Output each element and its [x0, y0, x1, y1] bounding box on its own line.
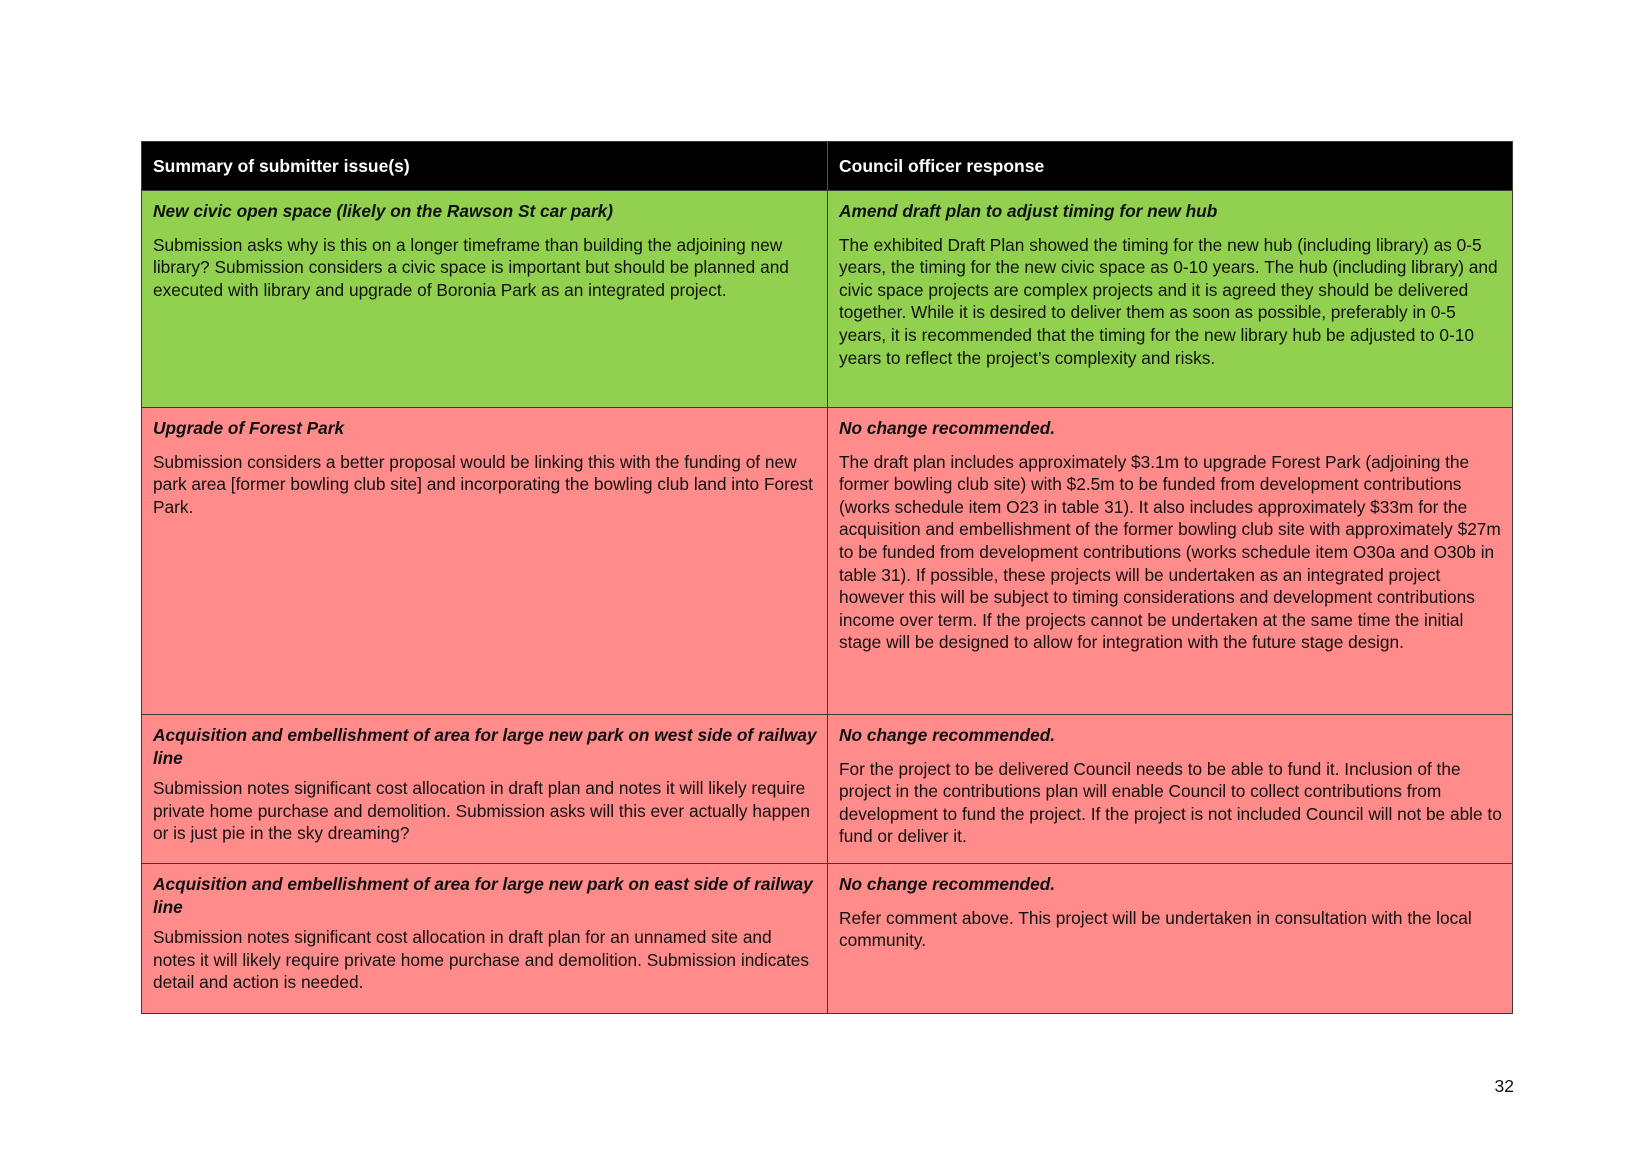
issue-title: Acquisition and embellishment of area for large new park on west side of railway line — [153, 725, 817, 768]
table-row — [142, 190, 1512, 407]
header-council-response: Council officer response — [839, 156, 1045, 176]
response-cell — [828, 408, 1512, 714]
issue-title: Acquisition and embellishment of area for large new park on east side of railway line — [153, 874, 813, 917]
issue-body: Submission notes significant cost allocation in draft plan for an unnamed site and notes it will likely require private home purchase and demolition. Submission indicates detail and action is needed. — [153, 927, 810, 993]
issue-body: Submission asks why is this on a longer timeframe than building the adjoining new library? Submission considers a civic space is important but should be planned and executed with library and upgrade of Boronia Park as an integrated project. — [153, 234, 789, 300]
header-submitter-issues: Summary of submitter issue(s) — [142, 142, 828, 190]
issue-title: Upgrade of Forest Park — [153, 418, 345, 438]
response-body: The exhibited Draft Plan showed the timing for the new hub (including library) as 0-5 years, the timing for the new civic space as 0-10 years. The hub (including library) and civic space projects are complex projects and it is agreed they should be delivered together. While it is desired to deliver them as soon as possible, preferably in 0-5 years, it is recommended that the timing for the new library hub be adjusted to 0-10 years to reflect the project’s complexity and risks. — [839, 234, 1498, 368]
response-body: Refer comment above. This project will be undertaken in consultation with the local community. — [839, 907, 1472, 951]
issue-cell — [142, 715, 828, 863]
response-body: For the project to be delivered Council needs to be able to fund it. Inclusion of the project in the contributions plan will enable Council to collect contributions from development to fund the project. If the project is not included Council will not be able to fund or deliver it. — [839, 758, 1502, 847]
response-body: The draft plan includes approximately $3.1m to upgrade Forest Park (adjoining the former bowling club site) with $2.5m to be funded from development contributions (works schedule item O23 in table 31). It also includes approximately $33m for the acquisition and embellishment of the former bowling club site with approximately $27m to be funded from development contributions (works schedule item O30a and O30b in table 31). If possible, these projects will be undertaken as an integrated project however this will be subject to timing considerations and development contributions income over term. If the projects cannot be undertaken at the same time the initial stage will be designed to allow for integration with the future stage design. — [839, 451, 1501, 653]
response-cell — [828, 715, 1512, 863]
response-title: No change recommended. — [839, 725, 1056, 745]
issue-body: Submission notes significant cost allocation in draft plan and notes it will likely require private home purchase and demolition. Submission asks will this ever actually happen or is just pie in the sky dreaming? — [153, 778, 811, 844]
issue-cell — [142, 864, 828, 1013]
response-cell — [828, 191, 1512, 407]
page-number: 32 — [1494, 1076, 1514, 1096]
table-header-row — [142, 142, 1512, 190]
table-row — [142, 714, 1512, 863]
issue-cell — [142, 408, 828, 714]
table-row — [142, 407, 1512, 714]
issue-title: New civic open space (likely on the Rawson St car park) — [153, 201, 614, 221]
submissions-table — [141, 141, 1513, 1014]
response-cell — [828, 864, 1512, 1013]
issue-cell — [142, 191, 828, 407]
issue-body: Submission considers a better proposal would be linking this with the funding of new park area [former bowling club site] and incorporating the bowling club land into Forest Park. — [153, 451, 813, 517]
table-row — [142, 863, 1512, 1013]
response-title: No change recommended. — [839, 874, 1056, 894]
response-title: No change recommended. — [839, 418, 1056, 438]
response-title: Amend draft plan to adjust timing for new hub — [839, 201, 1218, 221]
